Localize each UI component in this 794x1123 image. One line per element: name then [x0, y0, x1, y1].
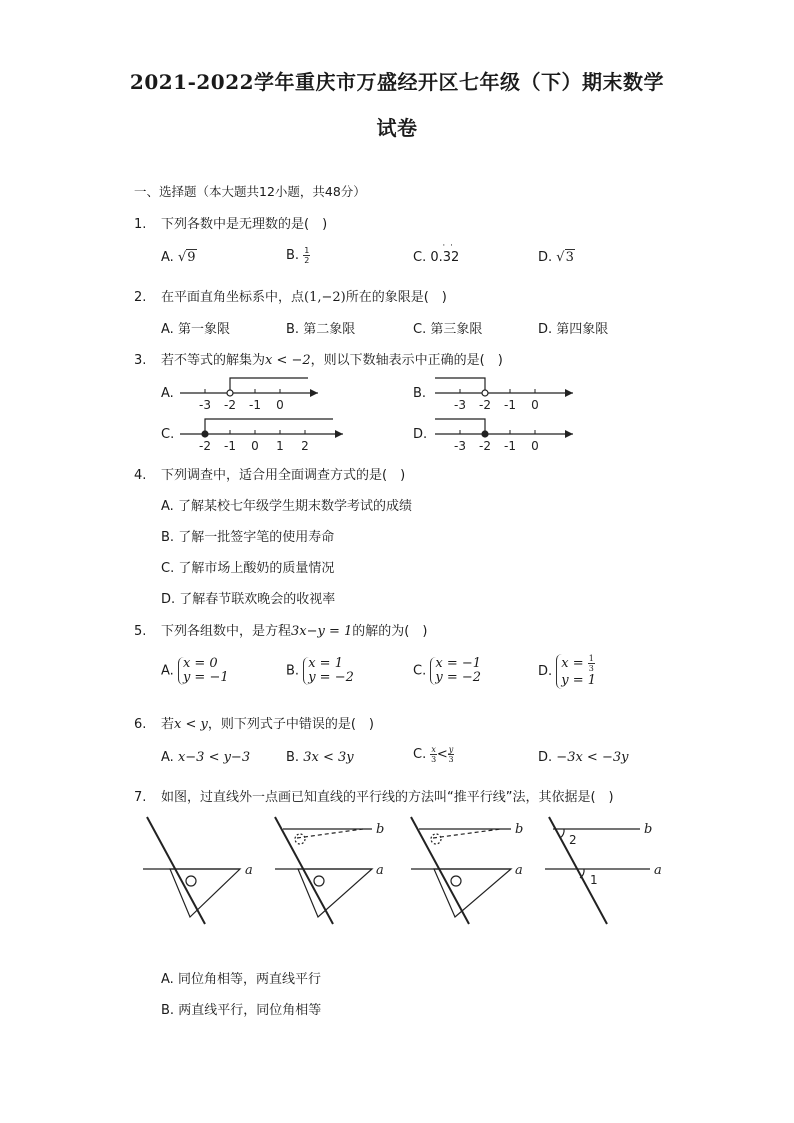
transversal-line [147, 817, 205, 924]
axis-arrow [310, 389, 318, 397]
tick-label: -2 [479, 439, 491, 453]
q3-number-line-b [430, 372, 580, 414]
q6-option-d[interactable]: D. −3x < −3y [538, 750, 629, 765]
q3-option-d-label[interactable]: D. [413, 427, 428, 442]
q3-number-line-a [175, 372, 325, 414]
tick-label: -3 [454, 398, 466, 412]
solution-ray [205, 419, 333, 434]
question-number: 1. [134, 217, 147, 232]
q1-option-a[interactable]: A. √9 [161, 250, 196, 265]
equation-system: x = 1 y = −2 [303, 657, 354, 685]
question-5: 5. 下列各组数中，是方程3x−y = 1的解的为( ) [134, 624, 428, 639]
figure-panel-4 [545, 817, 653, 924]
axis-arrow [565, 389, 573, 397]
label-a: a [245, 863, 253, 878]
section-heading: 一、选择题（本大题共12小题，共48分） [134, 184, 366, 199]
tick-label: 1 [276, 439, 284, 453]
q5-option-b[interactable]: B. x = 1 y = −2 [286, 656, 354, 685]
tick-label: 0 [251, 439, 259, 453]
open-point [482, 390, 488, 396]
figure-panel-1 [143, 817, 240, 924]
q7-option-b[interactable]: B. 两直线平行，同位角相等 [161, 1003, 322, 1018]
label-b: b [515, 822, 524, 837]
question-1 [134, 213, 327, 232]
question-3: 3. 若不等式的解集为x < −2，则以下数轴表示中正确的是( ) [134, 353, 503, 368]
q3-option-b-label[interactable]: B. [413, 386, 427, 401]
equation-system: x = 0 y = −1 [178, 657, 229, 685]
figure-panel-2 [275, 817, 372, 924]
label-b: b [644, 822, 653, 837]
label-b: b [376, 822, 385, 837]
q5-option-a[interactable]: A. x = 0 y = −1 [161, 656, 229, 685]
page-title-line2: 试卷 [376, 116, 418, 140]
tick-label: -2 [479, 398, 491, 412]
fraction: $\frac{1}{2}$ [304, 246, 310, 265]
q7-option-a[interactable]: A. 同位角相等，两直线平行 [161, 972, 321, 987]
label-a: a [515, 863, 523, 878]
set-square-hole [186, 876, 196, 886]
label-a: a [654, 863, 662, 878]
set-square [170, 869, 240, 917]
tick-label: -2 [199, 439, 211, 453]
question-7: 7. 如图，过直线外一点画已知直线的平行线的方法叫“推平行线”法，其依据是( ) [134, 790, 614, 805]
q1-option-c[interactable]: C. · · 0.32 [413, 241, 460, 265]
q6-option-a[interactable]: A. x−3 < y−3 [161, 750, 251, 765]
q3-option-a-label[interactable]: A. [161, 386, 174, 401]
tick-label: 0 [276, 398, 284, 412]
tick-label: -1 [504, 439, 516, 453]
tick-label: -3 [199, 398, 211, 412]
repeat-dots: · · [442, 241, 454, 251]
tick-label: -1 [224, 439, 236, 453]
tick-label: -2 [224, 398, 236, 412]
open-point [227, 390, 233, 396]
q5-option-c[interactable]: C. x = −1 y = −2 [413, 656, 482, 685]
label-a: a [376, 863, 384, 878]
axis-arrow [335, 430, 343, 438]
tick-label: 0 [531, 439, 539, 453]
tick-label: -3 [454, 439, 466, 453]
q4-option-c[interactable]: C. 了解市场上酸奶的质量情况 [161, 561, 335, 576]
q4-option-a[interactable]: A. 了解某校七年级学生期末数学考试的成绩 [161, 499, 412, 514]
page-title-line1: 2021-2022学年重庆市万盛经开区七年级（下）期末数学 [129, 70, 665, 94]
equation-system: x = $\frac{1}{3}$ y = 1 [556, 654, 596, 689]
tick-label: -1 [504, 398, 516, 412]
sqrt-expression: √9 [177, 250, 196, 265]
q1-option-b[interactable]: B. $\frac{1}{2}$ [286, 246, 310, 265]
axis-arrow [565, 430, 573, 438]
q7-parallel-figure [135, 812, 675, 932]
q2-option-a[interactable]: A. 第一象限 [161, 322, 230, 337]
angle-2-label: 2 [569, 833, 577, 847]
q2-option-b[interactable]: B. 第二象限 [286, 322, 356, 337]
sqrt-expression: √3 [556, 250, 574, 265]
question-stem: 下列各数中是无理数的是( ) [161, 217, 328, 232]
q3-number-line-c [175, 413, 350, 455]
question-2: 2. 在平面直角坐标系中，点(1,−2)所在的象限是( ) [134, 290, 447, 305]
q6-option-b[interactable]: B. 3x < 3y [286, 750, 354, 765]
tick-label: 0 [531, 398, 539, 412]
question-6: 6. 若x < y，则下列式子中错误的是( ) [134, 717, 375, 732]
angle-1-label: 1 [590, 873, 598, 887]
equation-system: x = −1 y = −2 [430, 657, 481, 685]
q3-number-line-d [430, 413, 580, 455]
q2-option-c[interactable]: C. 第三象限 [413, 322, 483, 337]
tick-label: -1 [249, 398, 261, 412]
solid-point [202, 431, 208, 437]
tick-label: 2 [301, 439, 309, 453]
q2-option-d[interactable]: D. 第四象限 [538, 322, 609, 337]
repeating-decimal: · · 0.32 [430, 241, 460, 265]
q4-option-d[interactable]: D. 了解春节联欢晚会的收视率 [161, 592, 336, 607]
q3-option-c-label[interactable]: C. [161, 427, 175, 442]
question-4: 4. 下列调查中，适合用全面调查方式的是( ) [134, 468, 406, 483]
figure-panel-3 [411, 817, 511, 924]
q5-option-d[interactable]: D. x = $\frac{1}{3}$ y = 1 [538, 654, 597, 688]
solution-ray [230, 378, 308, 393]
solid-point [482, 431, 488, 437]
q1-option-d[interactable]: D. √3 [538, 250, 574, 265]
q6-option-c[interactable]: C. $\frac{x}{3}$ < $\frac{y}{3}$ [413, 745, 454, 764]
q4-option-b[interactable]: B. 了解一批签字笔的使用寿命 [161, 530, 335, 545]
